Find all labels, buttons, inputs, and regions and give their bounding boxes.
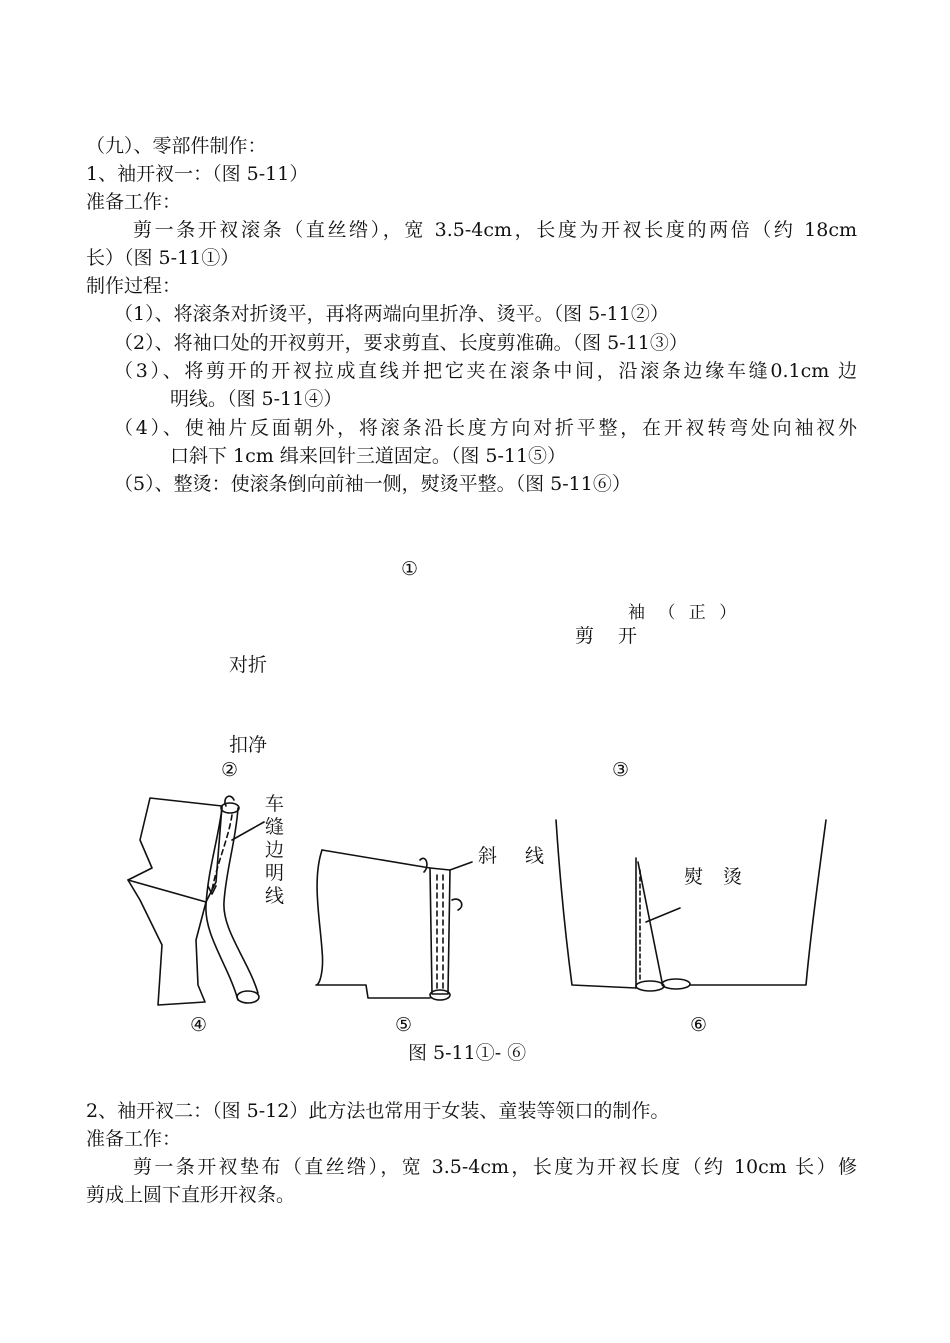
step-1: （1）、将滚条对折烫平，再将两端向里折净、烫平。（图 5-11②） [114,303,669,325]
marker-3: ③ [612,759,630,781]
label-sleeve-front: 袖 （ 正 ） [628,603,737,623]
part2-prep-line1: 剪一条开衩垫布（直丝绺），宽 3.5-4cm，长度为开衩长度（约 10cm 长）修 [133,1156,857,1178]
step-4-line1: （4）、使袖片反面朝外，将滚条沿长度方向对折平整，在开衩转弯处向袖衩外 [114,417,857,439]
part1-process-label: 制作过程： [86,275,182,297]
part1-prep-line1: 剪一条开衩滚条（直丝绺），宽 3.5-4cm，长度为开衩长度的两倍（约 18cm [133,219,857,241]
part1-prep-label: 准备工作： [86,191,182,213]
section-title: （九）、零部件制作： [86,135,267,157]
label-press: 熨 烫 [684,866,743,888]
label-topstitch: 车缝边明线 [265,793,285,907]
step-3-line1: （3）、将剪开的开衩拉成直线并把它夹在滚条中间，沿滚条边缘车缝0.1cm 边 [114,360,857,382]
part1-heading: 1、袖开衩一：（图 5-11） [86,163,309,185]
part1-prep-line2: 长）（图 5-11①） [86,247,240,269]
label-fold-clean: 扣净 [229,734,268,756]
marker-2: ② [221,759,239,781]
marker-1: ① [401,558,419,580]
label-cut-open: 剪 开 [575,625,638,647]
label-fold: 对折 [229,654,268,676]
step-5: （5）、整烫：使滚条倒向前袖一侧，熨烫平整。（图 5-11⑥） [114,473,631,495]
drawing-4-placket-topstitch [128,796,264,1005]
step-2: （2）、将袖口处的开衩剪开，要求剪直、长度剪准确。（图 5-11③） [114,332,688,354]
part2-heading: 2、袖开衩二：（图 5-12）此方法也常用于女装、童装等领口的制作。 [86,1100,670,1122]
label-bias-line: 斜 线 [478,845,545,867]
step-3-line2: 明线。（图 5-11④） [170,388,343,410]
part2-prep-line2: 剪成上圆下直形开衩条。 [86,1184,296,1206]
marker-6: ⑥ [690,1014,708,1036]
drawing-5-folded-placket [316,850,472,1000]
marker-4: ④ [190,1014,208,1036]
drawing-6-pressed-sleeve [556,820,826,991]
step-4-line2: 口斜下 1cm 缉来回针三道固定。（图 5-11⑤） [170,445,567,467]
marker-5: ⑤ [395,1014,413,1036]
part2-prep-label: 准备工作： [86,1128,182,1150]
figure-caption: 图 5-11①- ⑥ [408,1042,527,1064]
